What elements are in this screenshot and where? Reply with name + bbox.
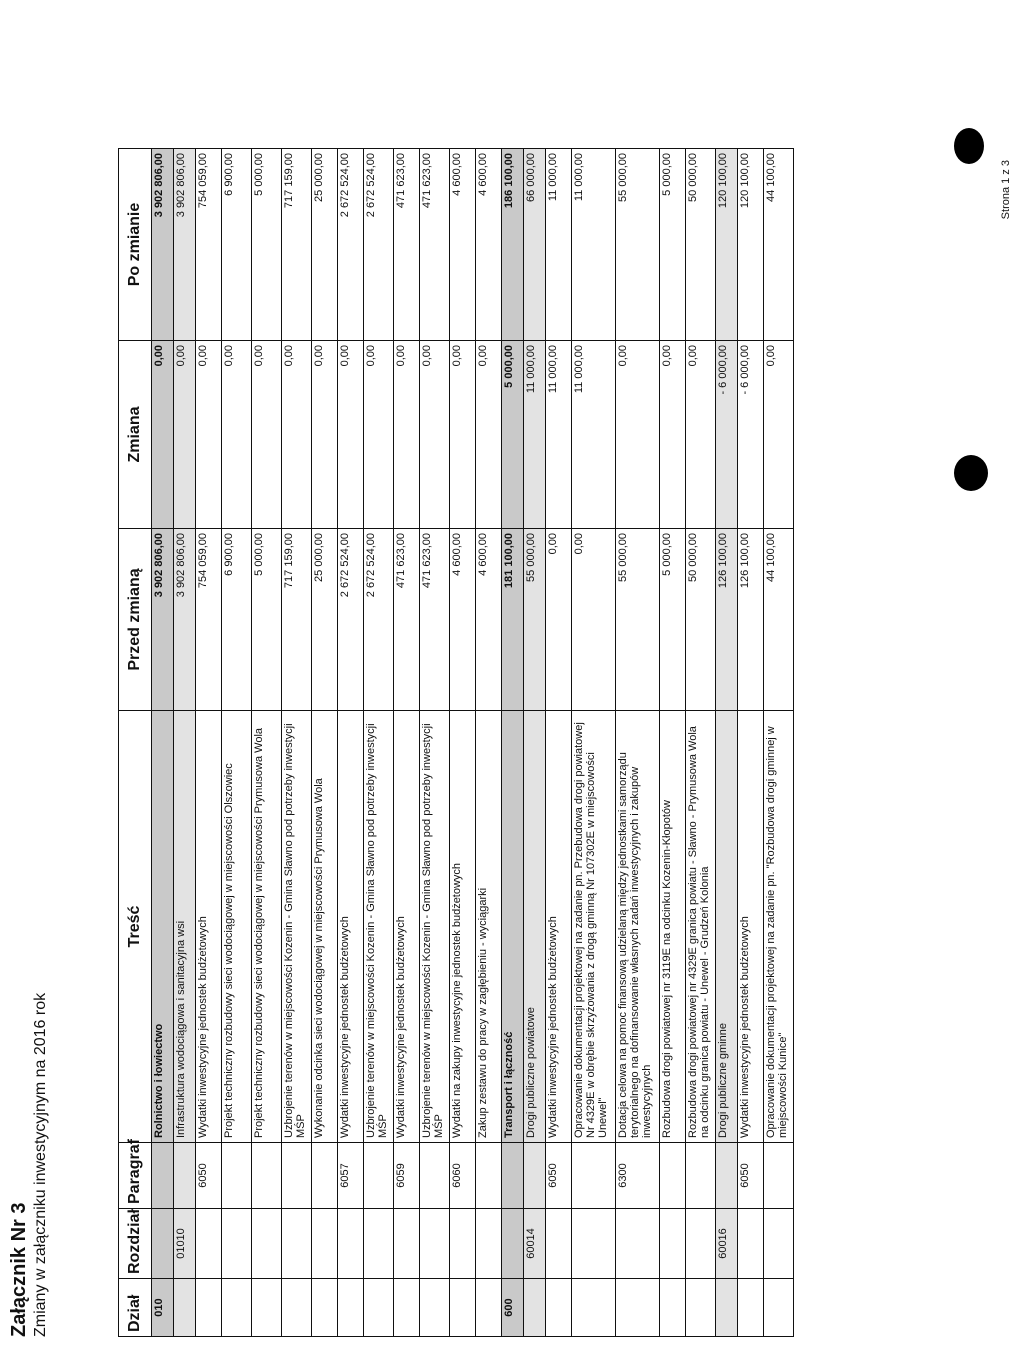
col-przed: Przed zmianą — [119, 529, 152, 711]
cell-przed: 5 000,00 — [252, 529, 282, 711]
cell-tresc: Wydatki inwestycyjne jednostek budżetowych — [338, 711, 364, 1143]
cell-paragraf — [152, 1143, 174, 1209]
table-row — [738, 149, 764, 1337]
cell-dzial — [660, 1279, 686, 1337]
cell-po: 25 000,00 — [312, 149, 338, 341]
cell-tresc: Projekt techniczny rozbudowy sieci wodociągowej w miejscowości Olszowiec — [222, 711, 252, 1143]
cell-zmiana: 0,00 — [174, 341, 196, 529]
cell-rozdzial — [152, 1209, 174, 1279]
cell-rozdzial — [476, 1209, 502, 1279]
table-row — [524, 149, 546, 1337]
cell-rozdzial — [312, 1209, 338, 1279]
cell-po: 2 672 524,00 — [338, 149, 364, 341]
cell-zmiana: 11 000,00 — [524, 341, 546, 529]
table-row — [338, 149, 364, 1337]
cell-zmiana: 0,00 — [338, 341, 364, 529]
table-row — [616, 149, 660, 1337]
table-row — [282, 149, 312, 1337]
cell-dzial — [546, 1279, 572, 1337]
cell-tresc: Wydatki inwestycyjne jednostek budżetowych — [394, 711, 420, 1143]
cell-paragraf: 6050 — [738, 1143, 764, 1209]
cell-paragraf: 6060 — [450, 1143, 476, 1209]
cell-rozdzial — [572, 1209, 616, 1279]
cell-przed: 0,00 — [546, 529, 572, 711]
cell-dzial: 600 — [502, 1279, 524, 1337]
cell-tresc: Wykonanie odcinka sieci wodociągowej w miejscowości Prymusowa Wola — [312, 711, 338, 1143]
cell-paragraf — [364, 1143, 394, 1209]
cell-dzial — [282, 1279, 312, 1337]
cell-paragraf — [716, 1143, 738, 1209]
cell-zmiana: 11 000,00 — [546, 341, 572, 529]
cell-dzial — [686, 1279, 716, 1337]
cell-zmiana: 0,00 — [196, 341, 222, 529]
cell-rozdzial — [616, 1209, 660, 1279]
cell-dzial — [716, 1279, 738, 1337]
cell-zmiana: 0,00 — [312, 341, 338, 529]
table-row — [572, 149, 616, 1337]
cell-dzial — [572, 1279, 616, 1337]
col-dzial: Dział — [119, 1279, 152, 1337]
col-zmiana: Zmiana — [119, 341, 152, 529]
cell-przed: 2 672 524,00 — [338, 529, 364, 711]
cell-przed: 2 672 524,00 — [364, 529, 394, 711]
cell-dzial — [764, 1279, 794, 1337]
cell-tresc: Dotacja celowa na pomoc finansową udzielaną między jednostkami samorządu terytorialnego na dofinansowanie własnych zadań inwestycyjnych i zakupów inwestycyjnych — [616, 711, 660, 1143]
cell-zmiana: 0,00 — [394, 341, 420, 529]
cell-rozdzial — [252, 1209, 282, 1279]
cell-po: 11 000,00 — [546, 149, 572, 341]
table-row — [420, 149, 450, 1337]
cell-przed: 126 100,00 — [716, 529, 738, 711]
cell-zmiana: 0,00 — [222, 341, 252, 529]
cell-rozdzial — [502, 1209, 524, 1279]
cell-tresc: Zakup zestawu do pracy w zagłębieniu - wyciągarki — [476, 711, 502, 1143]
cell-dzial — [476, 1279, 502, 1337]
cell-zmiana: - 6 000,00 — [738, 341, 764, 529]
cell-po: 4 600,00 — [476, 149, 502, 341]
cell-po: 3 902 806,00 — [174, 149, 196, 341]
cell-tresc: Drogi publiczne powiatowe — [524, 711, 546, 1143]
cell-zmiana: 0,00 — [252, 341, 282, 529]
cell-rozdzial — [764, 1209, 794, 1279]
cell-przed: 754 059,00 — [196, 529, 222, 711]
col-tresc: Treść — [119, 711, 152, 1143]
cell-rozdzial — [450, 1209, 476, 1279]
cell-po: 55 000,00 — [616, 149, 660, 341]
table-row — [716, 149, 738, 1337]
cell-zmiana: - 6 000,00 — [716, 341, 738, 529]
cell-zmiana: 0,00 — [364, 341, 394, 529]
cell-dzial — [312, 1279, 338, 1337]
cell-po: 66 000,00 — [524, 149, 546, 341]
table-row — [450, 149, 476, 1337]
table-row — [764, 149, 794, 1337]
cell-tresc: Drogi publiczne gminne — [716, 711, 738, 1143]
cell-paragraf — [686, 1143, 716, 1209]
table-row — [196, 149, 222, 1337]
cell-paragraf — [476, 1143, 502, 1209]
cell-paragraf — [174, 1143, 196, 1209]
table-row — [174, 149, 196, 1337]
cell-rozdzial: 01010 — [174, 1209, 196, 1279]
cell-zmiana: 11 000,00 — [572, 341, 616, 529]
cell-tresc: Wydatki inwestycyjne jednostek budżetowych — [546, 711, 572, 1143]
table-row — [364, 149, 394, 1337]
cell-przed: 25 000,00 — [312, 529, 338, 711]
cell-tresc: Infrastruktura wodociągowa i sanitacyjna wsi — [174, 711, 196, 1143]
cell-rozdzial — [222, 1209, 252, 1279]
table-row — [394, 149, 420, 1337]
cell-paragraf: 6050 — [546, 1143, 572, 1209]
cell-tresc: Transport i łączność — [502, 711, 524, 1143]
cell-po: 44 100,00 — [764, 149, 794, 341]
cell-tresc: Projekt techniczny rozbudowy sieci wodociągowej w miejscowości Prymusowa Wola — [252, 711, 282, 1143]
cell-przed: 6 900,00 — [222, 529, 252, 711]
cell-zmiana: 0,00 — [660, 341, 686, 529]
cell-dzial — [524, 1279, 546, 1337]
table-row — [252, 149, 282, 1337]
cell-po: 50 000,00 — [686, 149, 716, 341]
cell-przed: 3 902 806,00 — [152, 529, 174, 711]
cell-dzial — [222, 1279, 252, 1337]
cell-tresc: Opracowanie dokumentacji projektowej na zadanie pn. "Rozbudowa drogi gminnej w miejscowości Kunice" — [764, 711, 794, 1143]
cell-po: 471 623,00 — [420, 149, 450, 341]
cell-zmiana: 0,00 — [764, 341, 794, 529]
cell-po: 471 623,00 — [394, 149, 420, 341]
cell-przed: 50 000,00 — [686, 529, 716, 711]
table-row — [222, 149, 252, 1337]
cell-po: 5 000,00 — [252, 149, 282, 341]
cell-dzial — [420, 1279, 450, 1337]
cell-dzial — [252, 1279, 282, 1337]
cell-dzial — [338, 1279, 364, 1337]
page-subtitle: Zmiany w załączniku inwestycyjnym na 2016 rok — [32, 992, 49, 1337]
cell-po: 11 000,00 — [572, 149, 616, 341]
cell-tresc: Wydatki na zakupy inwestycyjne jednostek budżetowych — [450, 711, 476, 1143]
col-po: Po zmianie — [119, 149, 152, 341]
cell-dzial: 010 — [152, 1279, 174, 1337]
cell-rozdzial — [364, 1209, 394, 1279]
cell-przed: 471 623,00 — [394, 529, 420, 711]
cell-paragraf: 6057 — [338, 1143, 364, 1209]
cell-tresc: Rozbudowa drogi powiatowej nr 3119E na odcinku Kozenin-Kłopotów — [660, 711, 686, 1143]
cell-paragraf — [572, 1143, 616, 1209]
cell-rozdzial — [394, 1209, 420, 1279]
cell-rozdzial: 60016 — [716, 1209, 738, 1279]
cell-paragraf — [420, 1143, 450, 1209]
cell-zmiana: 0,00 — [282, 341, 312, 529]
cell-dzial — [738, 1279, 764, 1337]
cell-tresc: Uzbrojenie terenów w miejscowości Kozenin - Gmina Sławno pod potrzeby inwestycji MŚP — [282, 711, 312, 1143]
table-row — [152, 149, 174, 1337]
cell-paragraf — [524, 1143, 546, 1209]
table-row — [476, 149, 502, 1337]
table-row — [686, 149, 716, 1337]
col-rozdzial: Rozdział — [119, 1209, 152, 1279]
cell-przed: 55 000,00 — [524, 529, 546, 711]
table-row — [546, 149, 572, 1337]
cell-przed: 44 100,00 — [764, 529, 794, 711]
cell-dzial — [450, 1279, 476, 1337]
cell-po: 120 100,00 — [716, 149, 738, 341]
cell-tresc: Uzbrojenie terenów w miejscowości Kozenin - Gmina Sławno pod potrzeby inwestycji MŚP — [364, 711, 394, 1143]
cell-po: 717 159,00 — [282, 149, 312, 341]
cell-tresc: Uzbrojenie terenów w miejscowości Kozenin - Gmina Sławno pod potrzeby inwestycji MŚP — [420, 711, 450, 1143]
cell-paragraf — [764, 1143, 794, 1209]
cell-paragraf — [252, 1143, 282, 1209]
cell-zmiana: 5 000,00 — [502, 341, 524, 529]
cell-po: 2 672 524,00 — [364, 149, 394, 341]
cell-rozdzial — [420, 1209, 450, 1279]
cell-dzial — [196, 1279, 222, 1337]
page-number: Strona 1 z 3 — [1000, 160, 1012, 220]
cell-zmiana: 0,00 — [152, 341, 174, 529]
cell-przed: 4 600,00 — [476, 529, 502, 711]
cell-dzial — [174, 1279, 196, 1337]
cell-po: 120 100,00 — [738, 149, 764, 341]
cell-po: 186 100,00 — [502, 149, 524, 341]
cell-przed: 471 623,00 — [420, 529, 450, 711]
cell-przed: 181 100,00 — [502, 529, 524, 711]
cell-paragraf — [222, 1143, 252, 1209]
cell-paragraf: 6300 — [616, 1143, 660, 1209]
cell-rozdzial — [282, 1209, 312, 1279]
cell-rozdzial — [546, 1209, 572, 1279]
cell-przed: 5 000,00 — [660, 529, 686, 711]
cell-rozdzial — [660, 1209, 686, 1279]
cell-tresc: Opracowanie dokumentacji projektowej na zadanie pn. Przebudowa drogi powiatowej Nr 4329E w obrębie skrzyżowania z drogą gminną Nr 107302E w miejscowości Unewel" — [572, 711, 616, 1143]
cell-przed: 3 902 806,00 — [174, 529, 196, 711]
cell-paragraf — [312, 1143, 338, 1209]
cell-przed: 0,00 — [572, 529, 616, 711]
cell-przed: 717 159,00 — [282, 529, 312, 711]
cell-zmiana: 0,00 — [686, 341, 716, 529]
page-title: Załącznik Nr 3 — [8, 1202, 30, 1337]
cell-tresc: Wydatki inwestycyjne jednostek budżetowych — [738, 711, 764, 1143]
table-row — [312, 149, 338, 1337]
cell-po: 3 902 806,00 — [152, 149, 174, 341]
cell-przed: 126 100,00 — [738, 529, 764, 711]
cell-zmiana: 0,00 — [450, 341, 476, 529]
cell-zmiana: 0,00 — [476, 341, 502, 529]
cell-po: 4 600,00 — [450, 149, 476, 341]
cell-paragraf: 6050 — [196, 1143, 222, 1209]
cell-tresc: Rozbudowa drogi powiatowej nr 4329E granica powiatu - Sławno - Prymusowa Wola na odcinku granica powiatu - Unewel - Grudzeń Kolonia — [686, 711, 716, 1143]
cell-rozdzial — [338, 1209, 364, 1279]
table-row — [660, 149, 686, 1337]
cell-paragraf — [502, 1143, 524, 1209]
cell-zmiana: 0,00 — [420, 341, 450, 529]
cell-przed: 4 600,00 — [450, 529, 476, 711]
cell-dzial — [364, 1279, 394, 1337]
table-row — [502, 149, 524, 1337]
col-paragraf: Paragraf — [119, 1143, 152, 1209]
cell-po: 6 900,00 — [222, 149, 252, 341]
cell-rozdzial — [196, 1209, 222, 1279]
cell-dzial — [394, 1279, 420, 1337]
cell-tresc: Rolnictwo i łowiectwo — [152, 711, 174, 1143]
cell-rozdzial: 60014 — [524, 1209, 546, 1279]
cell-po: 5 000,00 — [660, 149, 686, 341]
cell-dzial — [616, 1279, 660, 1337]
table-header-row — [119, 149, 152, 1337]
investment-table — [118, 148, 794, 1337]
cell-przed: 55 000,00 — [616, 529, 660, 711]
cell-paragraf — [660, 1143, 686, 1209]
cell-paragraf — [282, 1143, 312, 1209]
cell-zmiana: 0,00 — [616, 341, 660, 529]
cell-tresc: Wydatki inwestycyjne jednostek budżetowych — [196, 711, 222, 1143]
cell-paragraf: 6059 — [394, 1143, 420, 1209]
cell-rozdzial — [738, 1209, 764, 1279]
cell-po: 754 059,00 — [196, 149, 222, 341]
cell-rozdzial — [686, 1209, 716, 1279]
